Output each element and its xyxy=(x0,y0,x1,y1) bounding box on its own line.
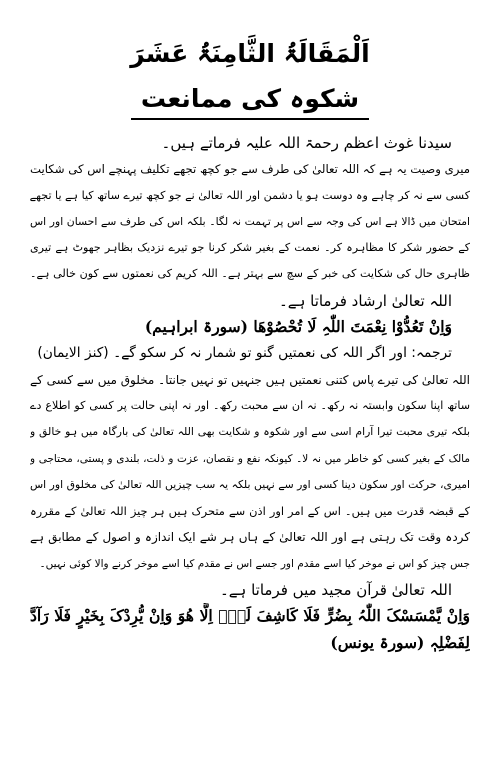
text-line: امتحان میں ڈالا ہے اس کی وجہ سے اس پر تہمت نہ لگا۔ بلکہ اس کی طرف سے احسان اور اس xyxy=(30,214,470,228)
text-line: ظاہری حال کی شکایت کی خبر کے سچ سے بہتر ہے۔ اللہ کریم کی نعمتوں سے کون خالی ہے۔ xyxy=(30,267,470,281)
text-line: ترجمہ: اور اگر اللہ کی نعمتیں گنو تو شمار نہ کر سکو گے۔ (کنز الایمان) xyxy=(37,345,452,362)
text-line: لِفَضْلِہٖ (سورۃ یونس) xyxy=(330,632,470,652)
text-line: میری وصیت یہ ہے کہ اللہ تعالیٰ کی طرف سے جو کچھ تجھے تکلیف پہنچے اس کی شکایت xyxy=(30,162,470,177)
text-line: اللہ تعالیٰ ارشاد فرماتا ہے۔ xyxy=(278,291,452,310)
text-line: بلکہ تیری محبت تیرا آرام اسی سے اور شکوہ و شکایت بھی اللہ تعالیٰ کی بارگاہ میں ہو خالق و xyxy=(30,425,470,439)
text-line: جس چیز کو اس نے موخر کیا اسے مقدم اور جسے اس نے مقدم کیا اسے موخر کرنے والا کوئی نہیں۔ xyxy=(39,557,470,570)
text-line: وَاِنْ یَّمْسَسْکَ اللّٰہُ بِضُرٍّ فَلَا کَاشِفَ لَہٗۤ اِلَّا ھُوَ وَاِنْ یُّرِدْکَ بِخَیْرٍ فَلَا رَآدَّ xyxy=(30,606,470,626)
text-line: ساتھ اپنا سکون وابستہ نہ رکھ۔ نہ ان سے محبت رکھ۔ اور نہ اپنی حالت پر کسی کو اطلاع دے xyxy=(30,398,470,412)
body-text xyxy=(30,130,470,656)
chapter-subtitle xyxy=(30,82,470,120)
text-line: سیدنا غوث اعظم رحمۃ اللہ علیہ فرماتے ہیں۔ xyxy=(161,134,452,152)
text-line: کسی سے نہ کر چاہے وہ دوست ہو یا دشمن اور اللہ تعالیٰ نے جو کچھ تیرے ساتھ کیا ہے یا تجھے xyxy=(30,188,470,202)
text-line: کے حضور شکر کا مظاہرہ کر۔ نعمت کے بغیر شکر کرنا جو تیرے نزدیک بظاہر جھوٹ ہے تیری xyxy=(30,241,470,255)
text-line: کے قبضہ قدرت میں ہیں۔ اس کے امر اور اذن سے متحرک ہیں ہر چیز اللہ تعالیٰ کے مقررہ xyxy=(30,504,470,519)
chapter-title: اَلْمَقَالَۃُ الثَّامِنَۃُ عَشَرَ xyxy=(130,39,370,68)
text-line: اللہ تعالیٰ کی تیرے پاس کتنی نعمتیں ہیں جنہیں تو نہیں جانتا۔ مخلوق میں سے کسی کے xyxy=(30,372,470,387)
text-line: وَاِنْ تَعُدُّوْا نِعْمَتَ اللّٰہِ لَا تُحْصُوْھَا (سورۃ ابراہیم) xyxy=(144,317,452,337)
text-line: اللہ تعالیٰ قرآن مجید میں فرماتا ہے۔ xyxy=(219,581,452,600)
text-line: کردہ وقت تک رہتی ہے اور اللہ تعالیٰ کے ہاں ہر شے ایک اندازہ و اصول کے مطابق ہے xyxy=(30,530,470,545)
text-line: امیری، حرکت اور سکون دینا کسی اور سے نہیں بلکہ یہ سب چیزیں اللہ تعالیٰ کی مخلوق اور اس xyxy=(30,477,470,491)
text-line: مالک کے بغیر کسی کو خاطر میں نہ لا۔ کیونکہ نفع و نقصان، عزت و ذلت، بلندی و پستی، محتاجی و xyxy=(30,452,470,465)
chapter-subtitle-text: شکوہ کی ممانعت xyxy=(131,82,369,120)
